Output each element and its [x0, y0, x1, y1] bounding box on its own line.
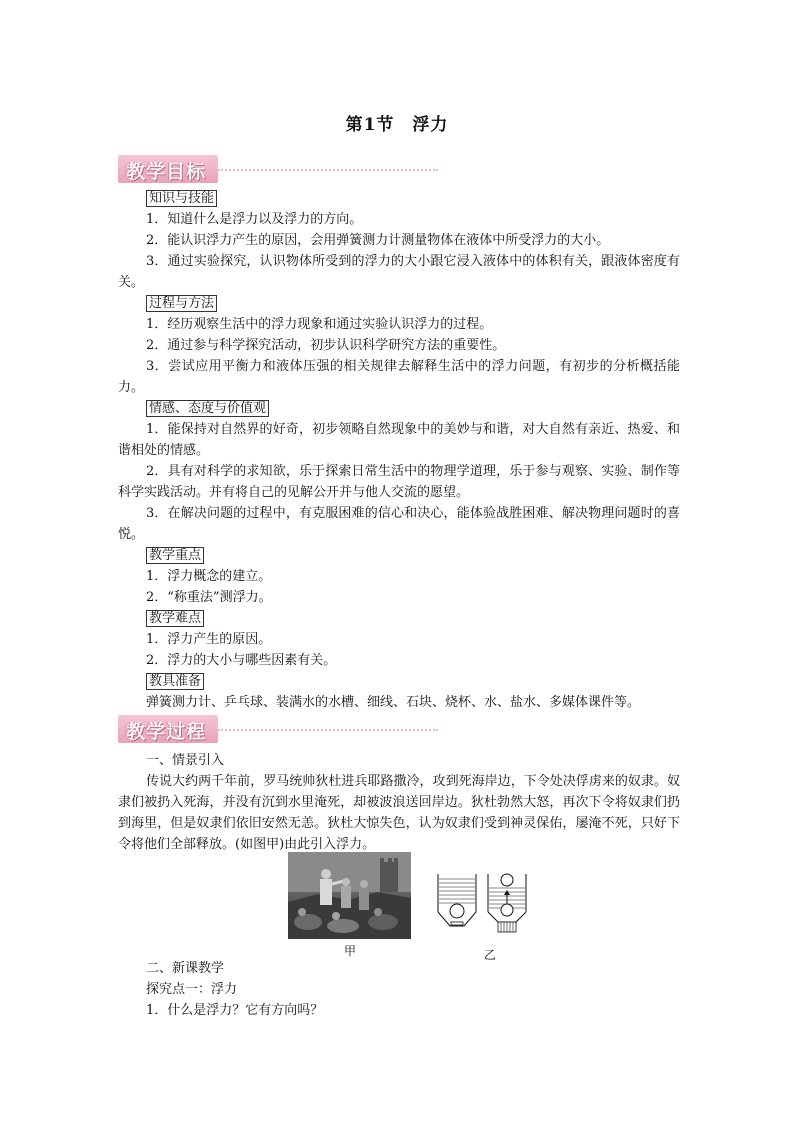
goals-content	[118, 188, 680, 713]
subsection-process	[118, 293, 680, 398]
list-item: 3．尝试应用平衡力和液体压强的相关规律去解释生活中的浮力问题，有初步的分析概括能力。	[118, 359, 680, 395]
figure-photo-dead-sea	[288, 852, 411, 939]
list-item: 2．浮力的大小与哪些因素有关。	[146, 653, 337, 668]
subsection-heading: 教学重点	[146, 547, 204, 564]
subsection-knowledge	[118, 188, 680, 293]
list-item: 3．在解决问题的过程中，有克服困难的信心和决心，能体验战胜困难、解决物理问题时的喜悦。	[118, 506, 680, 542]
explore-point: 探究点一：浮力	[146, 982, 238, 997]
question: 1．什么是浮力？它有方向吗？	[146, 1003, 324, 1018]
list-item: 1．能保持对自然界的好奇，初步领略自然现象中的美妙与和谐，对大自然有亲近、热爱、和谐相处的情感。	[118, 422, 680, 458]
list-item: 1．浮力产生的原因。	[146, 632, 272, 647]
list-item: 1．浮力概念的建立。	[146, 569, 272, 584]
intro-heading: 一、情景引入	[146, 753, 225, 768]
new-lesson	[118, 958, 680, 1021]
beaker-left-icon	[438, 874, 476, 926]
caption-b: 乙	[484, 948, 497, 962]
intro-paragraph: 传说大约两千年前，罗马统帅狄杜进兵耶路撒冷，攻到死海岸边，下令处决俘虏来的奴隶。奴隶们被扔入死海，并没有沉到水里淹死，却被波浪送回岸边。狄杜勃然大怒，再次下令将奴隶们扔到海里，但是奴隶们依旧安然无恙。狄杜大惊失色，认为奴隶们受到神灵保佑，屡淹不死，只好下令将他们全部释放。(如图甲)由此引入浮力。	[118, 774, 680, 852]
subsection-difficulties	[118, 608, 680, 671]
tools-text: 弹簧测力计、乒乓球、装满水的水槽、细线、石块、烧杯、水、盐水、多媒体课件等。	[146, 695, 641, 710]
subsection-heading: 教学难点	[146, 610, 204, 627]
subsection-keypoints	[118, 545, 680, 608]
section-banner-goals	[118, 155, 438, 183]
list-item: 2．具有对科学的求知欲，乐于探索日常生活中的物理学道理，乐于参与观察、实验、制作等科学实践活动。并有将自己的见解公开并与他人交流的愿望。	[118, 464, 680, 500]
list-item: 2．通过参与科学探究活动，初步认识科学研究方法的重要性。	[146, 338, 506, 353]
process-intro	[118, 750, 680, 855]
figure	[288, 852, 528, 962]
banner-dotted-line	[218, 729, 438, 731]
subsection-tools	[118, 671, 680, 713]
subsection-heading: 教具准备	[146, 673, 204, 690]
list-item: 2．能认识浮力产生的原因，会用弹簧测力计测量物体在液体中所受浮力的大小。	[146, 233, 610, 248]
subsection-heading: 情感、态度与价值观	[146, 400, 269, 417]
page-title: 第1节 浮力	[345, 115, 449, 135]
list-item: 1．知道什么是浮力以及浮力的方向。	[146, 212, 363, 227]
subsection-heading: 知识与技能	[146, 190, 217, 207]
list-item: 1．经历观察生活中的浮力现象和通过实验认识浮力的过程。	[146, 317, 493, 332]
subsection-heading: 过程与方法	[146, 295, 217, 312]
list-item: 2．“称重法”测浮力。	[146, 590, 272, 605]
beaker-right-icon	[488, 874, 526, 932]
banner-label: 教学目标	[126, 161, 207, 183]
section-banner-process	[118, 715, 438, 743]
banner-label: 教学过程	[126, 721, 207, 743]
photo-illustration-icon	[288, 852, 411, 939]
subsection-emotion	[118, 398, 680, 545]
figure-diagram-beakers	[436, 870, 528, 940]
banner-dotted-line	[218, 169, 438, 171]
new-lesson-heading: 二、新课教学	[146, 961, 225, 976]
list-item: 3．通过实验探究，认识物体所受到的浮力的大小跟它浸入液体中的体积有关，跟液体密度有关。	[118, 254, 680, 290]
caption-a: 甲	[344, 944, 357, 958]
